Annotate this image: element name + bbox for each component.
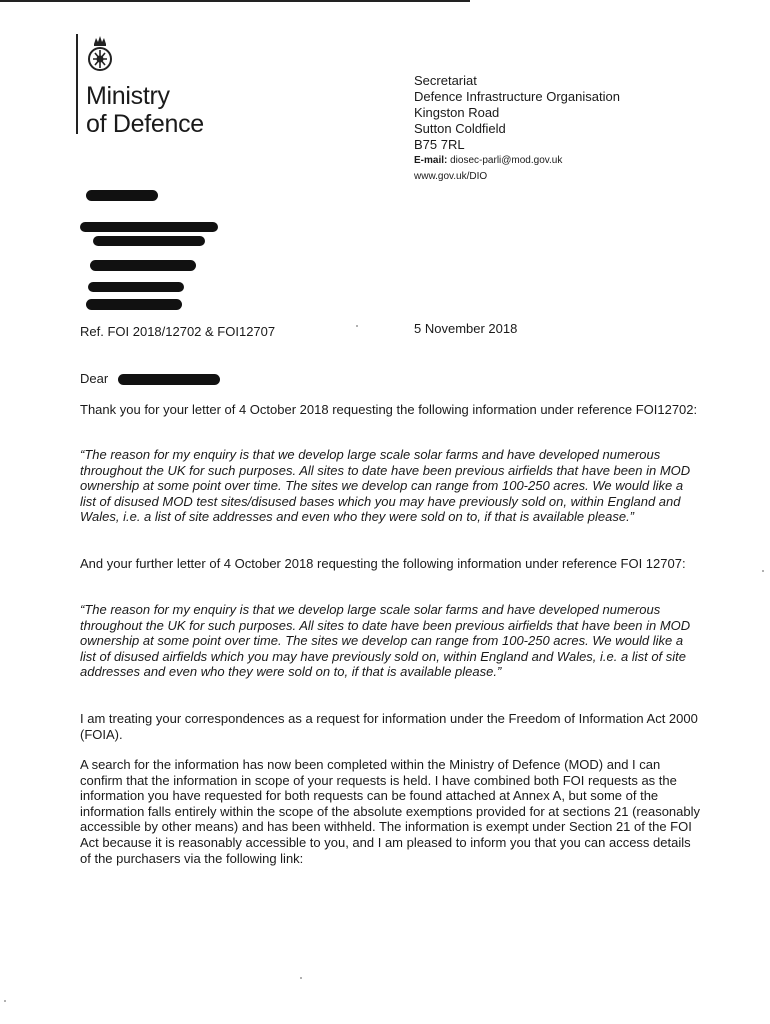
letter-date: 5 November 2018	[414, 321, 518, 336]
sender-line: Secretariat	[414, 73, 477, 88]
scan-speck	[762, 570, 764, 572]
quote-1: “The reason for my enquiry is that we develop large scale solar farms and have developed numerous throughout the UK for such purposes. All sites to date have been previous airfields that have been in MOD ownership at some point over time. The sites we develop can range from 100-250 acres. We would like a list of disused MOD test sites/disused bases which you may have previously sold on, within England and Wales, i.e. a list of site addresses and even who they were sold on to, if that is available please.”	[80, 447, 691, 525]
scan-speck	[300, 977, 302, 979]
sender-website: www.gov.uk/DIO	[414, 171, 488, 182]
sender-line: Defence Infrastructure Organisation	[414, 89, 620, 104]
quote-2: “The reason for my enquiry is that we develop large scale solar farms and have developed numerous throughout the UK for such purposes. All sites to date have been previous airfields that have been in MOD ownership at some point over time. The sites we develop can range from 100-250 acres. We would like a list of disused airfields which you may have previously sold on, within England and Wales, i.e. a list of site addresses and even who they were sold on to, if that is available please.”	[80, 602, 691, 680]
sender-email: diosec-parli@mod.gov.uk	[450, 155, 563, 166]
sender-email-line	[414, 153, 620, 169]
logo-line-2: of Defence	[86, 110, 204, 138]
reference: Ref. FOI 2018/12702 & FOI12707	[80, 324, 276, 339]
paragraph-1: Thank you for your letter of 4 October 2018 requesting the following information under reference FOI12702:	[80, 402, 698, 417]
redacted-address-line	[93, 236, 205, 246]
redacted-address-line	[88, 282, 184, 292]
logo-line-1: Ministry	[86, 82, 170, 110]
salutation: Dear	[80, 371, 109, 386]
paragraph-2: And your further letter of 4 October 2018 requesting the following information under reference FOI 12707:	[80, 556, 686, 571]
scan-speck	[356, 325, 358, 327]
royal-crest-icon	[84, 34, 116, 74]
redacted-address-line	[86, 299, 182, 310]
scan-speck	[4, 1000, 6, 1002]
email-label: E-mail:	[414, 155, 448, 166]
redacted-salutation-name	[118, 374, 220, 385]
ministry-logo	[86, 82, 204, 138]
sender-address	[414, 73, 620, 185]
top-scan-line	[0, 0, 470, 2]
paragraph-4: A search for the information has now been completed within the Ministry of Defence (MOD) and I can confirm that the information in scope of your requests is held. I have combined both FOI requests as the information you have requested for both requests can be found attached at Annex A, but some of the information falls entirely within the scope of the absolute exemptions provided for at sections 21 (reasonably accessible by other means) and has been withheld. The information is exempt under Section 21 of the FOI Act because it is reasonably accessible to you, and I am pleased to inform you that you can access details of the purchasers via the following link:	[80, 757, 701, 866]
redacted-address-line	[90, 260, 196, 271]
sender-line: Sutton Coldfield	[414, 121, 506, 136]
redacted-recipient-name	[86, 190, 158, 201]
sender-line: Kingston Road	[414, 105, 500, 120]
logo-rule	[76, 34, 78, 134]
redacted-address-line	[80, 222, 218, 232]
sender-line: B75 7RL	[414, 137, 465, 152]
paragraph-3: I am treating your correspondences as a request for information under the Freedom of Information Act 2000 (FOIA).	[80, 711, 698, 742]
